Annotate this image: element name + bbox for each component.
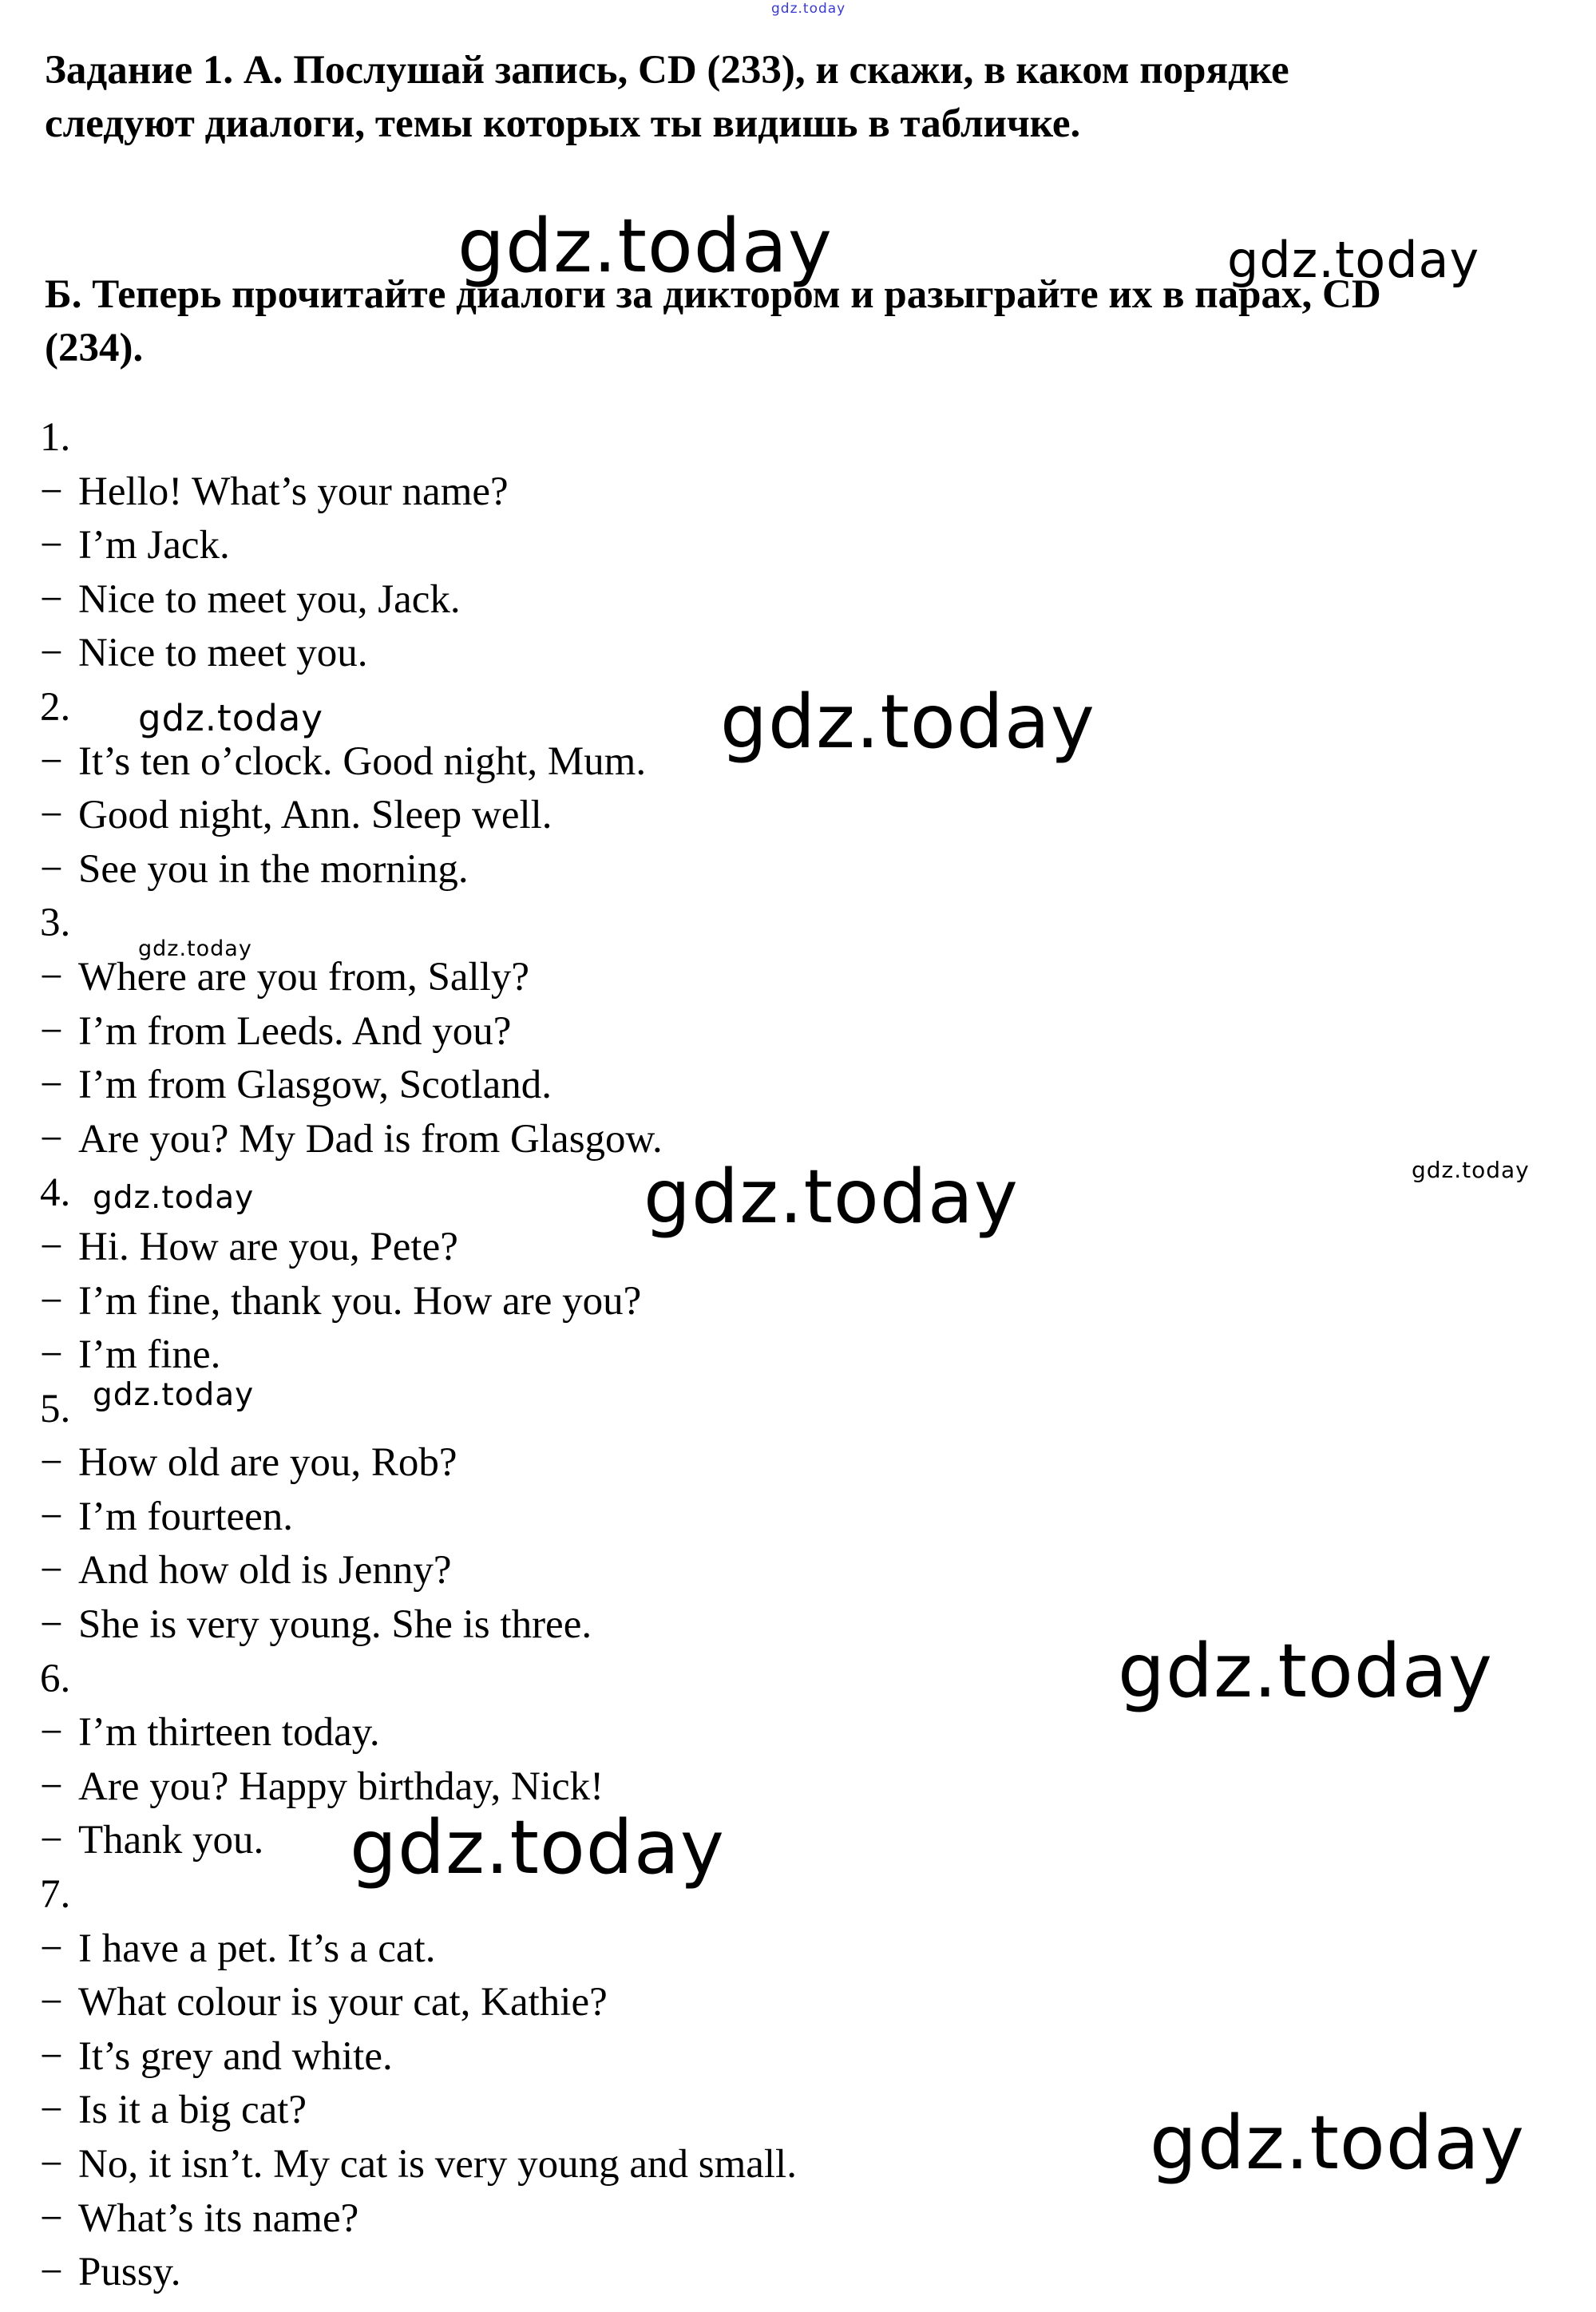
dialogue-line-text: I’m Jack. [78,523,230,568]
watermark: gdz.today [93,1180,255,1216]
dialogue-line-text: No, it isn’t. My cat is very young and small. [78,2142,797,2187]
dialogue-dash: − [40,1440,63,1486]
dialogue-line-text: I’m thirteen today. [78,1710,380,1756]
dialogue-line-text: How old are you, Rob? [78,1440,457,1486]
watermark: gdz.today [138,936,252,961]
dialogue-line-text: It’s ten o’clock. Good night, Mum. [78,738,647,784]
dialogue-line-text: I’m fourteen. [78,1494,294,1539]
dialogue-line [40,789,797,843]
watermark: gdz.today [720,679,1095,765]
watermark: gdz.today [350,1804,725,1890]
dialogue-line [40,2192,797,2247]
dialogue-line-text: I’m fine. [78,1332,221,1378]
dialogue-number: 5. [40,1386,71,1431]
watermark: gdz.today [138,697,324,739]
dialogue-dash: − [40,469,63,514]
dialogue-dash: − [40,1494,63,1539]
dialogue-line [40,1598,797,1653]
dialogue-line [40,1544,797,1598]
dialogue-line [40,1275,797,1329]
dialogue-number: 3. [40,901,71,946]
dialogue-line-text: I’m fine, thank you. How are you? [78,1278,642,1324]
dialogue-dash: − [40,1332,63,1378]
dialogue-line [40,1976,797,2030]
dialogue-line-text: Pussy. [78,2250,181,2295]
dialogue-dash: − [40,2033,63,2079]
dialogue-dash: − [40,793,63,838]
dialogue-line [40,573,797,627]
dialogue-line-text: Are you? My Dad is from Glasgow. [78,1116,663,1162]
dialogue-line-text: She is very young. She is three. [78,1602,592,1648]
dialogue-dash: − [40,1926,63,1971]
watermark: gdz.today [1412,1157,1530,1183]
dialogue-line-text: I’m from Glasgow, Scotland. [78,1063,552,1108]
watermark: gdz.today [457,203,833,289]
dialogue-dash: − [40,2250,63,2295]
dialogue-line-text: I have a pet. It’s a cat. [78,1926,436,1971]
dialogue-line [40,1436,797,1491]
dialogue-dash: − [40,1980,63,2025]
dialogue-dash: − [40,846,63,892]
dialogue-dash: − [40,1008,63,1054]
dialogue-line-text: Hello! What’s your name? [78,469,509,514]
dialogue-line [40,627,797,681]
task-heading-a-line-2: следуют диалоги, темы которых ты видишь в табличке. [45,101,1081,146]
dialogues-list [40,411,797,2300]
dialogue-line-text: I’m from Leeds. And you? [78,1008,512,1054]
dialogue-dash: − [40,1818,63,1863]
dialogue-dash: − [40,1224,63,1269]
dialogue-number: 2. [40,684,71,730]
dialogue-line-text: Thank you. [78,1818,264,1863]
dialogue-line [40,843,797,897]
dialogue-line-text: Nice to meet you, Jack. [78,576,461,622]
task-heading-b-line-2: (234). [45,326,144,370]
dialogue-line [40,1328,797,1383]
dialogue-line-text: Are you? Happy birthday, Nick! [78,1764,604,1809]
dialogue-line-text: And how old is Jenny? [78,1548,452,1593]
dialogue-dash: − [40,1710,63,1756]
dialogue-number: 6. [40,1656,71,1701]
dialogue-line-text: Nice to meet you. [78,631,368,676]
dialogue-dash: − [40,631,63,676]
watermark: gdz.today [93,1377,255,1413]
watermark: gdz.today [1150,2100,1525,2186]
dialogue-line-text: Hi. How are you, Pete? [78,1224,458,1269]
dialogue-dash: − [40,1548,63,1593]
dialogue-line-text: What colour is your cat, Kathie? [78,1980,608,2025]
dialogue-dash: − [40,2142,63,2187]
task-heading-a-line-1: Задание 1. А. Послушай запись, CD (233), и скажи, в каком порядке [45,48,1289,93]
task-heading-b-line-1: Б. Теперь прочитайте диалоги за диктором и разыграйте их в парах, CD [45,272,1381,317]
dialogue-dash: − [40,1602,63,1648]
dialogue-dash: − [40,738,63,784]
dialogue-dash: − [40,2088,63,2133]
dialogue-line-text: See you in the morning. [78,846,469,892]
dialogue-line-text: Is it a big cat? [78,2088,307,2133]
dialogue-dash: − [40,1278,63,1324]
dialogue-line [40,465,797,520]
dialogue-line [40,2246,797,2300]
dialogue-dash: − [40,1764,63,1809]
watermark: gdz.today [1118,1628,1493,1714]
dialogue-line [40,1491,797,1545]
task-heading-a [45,44,1289,151]
watermark: gdz.today [1227,231,1480,289]
dialogue-line [40,1059,797,1113]
dialogue-number: 4. [40,1170,71,1216]
dialogue-line [40,1706,797,1760]
dialogue-dash: − [40,2195,63,2241]
dialogue-dash: − [40,1116,63,1162]
dialogue-dash: − [40,523,63,568]
dialogue-line-text: What’s its name? [78,2195,359,2241]
dialogue-number: 7. [40,1872,71,1918]
dialogue-dash: − [40,576,63,622]
dialogue-dash: − [40,954,63,1000]
dialogue-line [40,2138,797,2192]
dialogue-line-text: Good night, Ann. Sleep well. [78,793,552,838]
dialogue-line [40,735,797,790]
dialogue-line-text: It’s grey and white. [78,2033,393,2079]
dialogue-line [40,2030,797,2084]
dialogue-dash: − [40,1063,63,1108]
dialogue-number: 1. [40,415,71,460]
dialogue-line-text: Where are you from, Sally? [78,954,530,1000]
dialogue-line [40,519,797,573]
dialogue-line [40,2084,797,2138]
watermark: gdz.today [644,1154,1019,1240]
watermark: gdz.today [771,1,846,17]
dialogue-line [40,1922,797,1977]
dialogue-line [40,1005,797,1059]
